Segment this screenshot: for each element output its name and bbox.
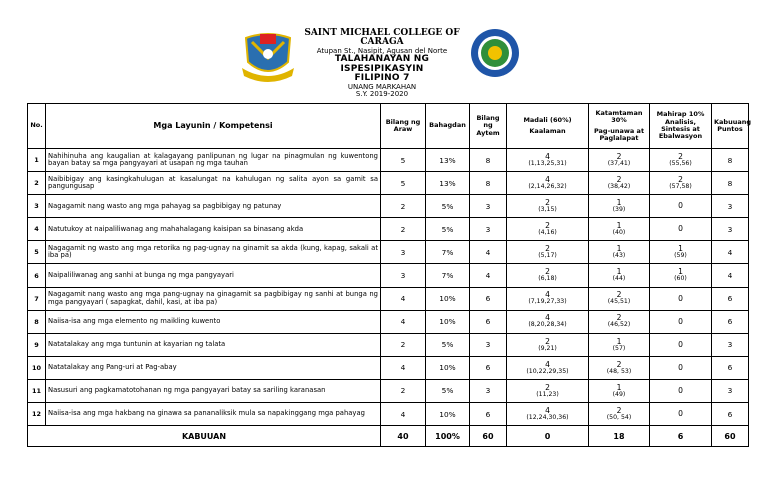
items-cell: 6 [470, 403, 507, 426]
totals-items: 60 [470, 426, 507, 447]
easy-cell-count: 2 [545, 198, 550, 207]
percent-cell: 7% [426, 264, 470, 287]
moderate-cell-items: (43) [612, 252, 626, 260]
moderate-cell-count: 1 [616, 267, 622, 277]
easy-cell-items: (11,23) [536, 390, 559, 398]
easy-cell [507, 264, 589, 287]
hard-cell [650, 287, 712, 310]
row-number: 11 [28, 379, 46, 402]
items-cell: 3 [470, 379, 507, 402]
easy-cell [507, 218, 589, 241]
objective-text: Nagagamit nang wasto ang mga pahayag sa pagbibigay ng patunay [46, 195, 381, 218]
moderate-cell [589, 264, 650, 287]
percent-cell: 7% [426, 241, 470, 264]
hard-cell-count: 0 [678, 386, 683, 395]
total-points-cell: 4 [712, 241, 749, 264]
table-row [28, 333, 749, 356]
total-points-cell: 6 [712, 310, 749, 333]
days-cell: 2 [381, 333, 426, 356]
table-row [28, 264, 749, 287]
objective-text: Naiisa-isa ang mga elemento ng maikling kuwento [46, 310, 381, 333]
days-cell: 5 [381, 172, 426, 195]
col-header-no: No. [28, 104, 46, 149]
school-address: Atupan St., Nasipit, Agusan del Norte [316, 46, 448, 55]
easy-cell-count: 4 [545, 290, 550, 300]
table-row [28, 172, 749, 195]
easy-cell-items: (3,15) [538, 205, 557, 213]
objective-text: Nagagamit nang wasto ang mga pang-ugnay na ginagamit sa pagbibigay ng sanhi at bunga ng mga pangyayari ( sapagkat, dahil, kasi, at iba pa) [46, 287, 381, 310]
days-cell: 5 [381, 149, 426, 172]
moderate-label: Katamtaman 30% [595, 108, 643, 125]
easy-cell-items: (10,22,29,35) [526, 367, 569, 375]
hard-cell [650, 218, 712, 241]
moderate-cell-items: (37,41) [607, 159, 631, 167]
easy-cell-items: (12,24,30,36) [526, 413, 569, 421]
moderate-cell-count: 2 [616, 174, 622, 184]
total-points-cell: 8 [712, 149, 749, 172]
moderate-cell [589, 403, 650, 426]
days-cell: 2 [381, 195, 426, 218]
moderate-cell [589, 310, 650, 333]
table-row [28, 218, 749, 241]
moderate-cell-items: (49) [612, 390, 626, 398]
hard-cell [650, 333, 712, 356]
objective-text: Nagagamit ng wasto ang mga retorika ng pag-ugnay na ginamit sa akda (kung, kapag, sakali at iba pa) [46, 241, 381, 264]
hard-cell [650, 195, 712, 218]
hard-cell-items: (57,58) [669, 182, 692, 190]
totals-moderate: 18 [589, 426, 650, 447]
days-cell: 2 [381, 379, 426, 402]
percent-cell: 13% [426, 149, 470, 172]
col-header-easy [507, 104, 589, 149]
hard-cell [650, 241, 712, 264]
days-cell: 4 [381, 310, 426, 333]
moderate-cell-count: 1 [616, 382, 622, 392]
easy-cell-count: 2 [545, 244, 550, 254]
document-header [0, 0, 768, 100]
hard-cell [650, 379, 712, 402]
moderate-cell-items: (38,42) [607, 182, 631, 190]
items-cell: 4 [470, 264, 507, 287]
percent-cell: 5% [426, 333, 470, 356]
moderate-cell-items: (40) [612, 229, 626, 237]
hard-cell-items: (60) [674, 275, 687, 283]
moderate-cell [589, 356, 650, 379]
moderate-sublabel: Pag-unawa at Paglalapat [593, 126, 645, 142]
easy-sublabel: Kaalaman [529, 126, 566, 135]
easy-cell [507, 149, 589, 172]
table-row [28, 310, 749, 333]
objective-text: Nahihinuha ang kaugalian at kalagayang panlipunan ng lugar na pinagmulan ng kuwentong bayan batay sa mga pangyayari at usapan ng mga tauhan [46, 149, 381, 172]
percent-cell: 10% [426, 287, 470, 310]
moderate-cell-count: 2 [616, 290, 622, 300]
easy-cell-count: 4 [545, 174, 550, 184]
percent-cell: 10% [426, 403, 470, 426]
document-title: TALAHANAYAN NG ISPESIPIKASYIN [334, 54, 430, 74]
school-name: SAINT MICHAEL COLLEGE OF CARAGA [304, 28, 460, 48]
items-cell: 8 [470, 172, 507, 195]
moderate-cell [589, 287, 650, 310]
moderate-cell [589, 379, 650, 402]
school-crest-icon [240, 28, 296, 82]
hard-cell-items: (55,56) [669, 159, 692, 167]
objective-text: Naipaliliwanag ang sanhi at bunga ng mga pangyayari [46, 264, 381, 287]
table-row [28, 241, 749, 264]
easy-cell [507, 310, 589, 333]
percent-cell: 10% [426, 310, 470, 333]
days-cell: 4 [381, 356, 426, 379]
items-cell: 6 [470, 356, 507, 379]
percent-cell: 5% [426, 218, 470, 241]
easy-cell-count: 4 [545, 359, 550, 369]
easy-cell [507, 241, 589, 264]
hard-cell-items: (59) [674, 252, 687, 260]
moderate-cell-items: (39) [612, 205, 626, 213]
totals-days: 40 [381, 426, 426, 447]
easy-cell-count: 2 [545, 336, 550, 346]
items-cell: 3 [470, 218, 507, 241]
totals-points: 60 [712, 426, 749, 447]
objective-text: Natatalakay ang mga tuntunin at kayarian ng talata [46, 333, 381, 356]
easy-cell-items: (2,14,26,32) [528, 182, 567, 190]
percent-cell: 10% [426, 356, 470, 379]
moderate-cell [589, 195, 650, 218]
term-label: UNANG MARKAHAN [347, 82, 417, 91]
easy-cell-count: 2 [545, 221, 550, 231]
easy-cell-items: (8,20,28,34) [528, 321, 567, 329]
moderate-cell-items: (46,52) [607, 321, 631, 329]
hard-cell [650, 403, 712, 426]
easy-cell-items: (1,13,25,31) [528, 159, 567, 167]
easy-cell-items: (6,18) [538, 275, 557, 283]
easy-cell [507, 172, 589, 195]
row-number: 3 [28, 195, 46, 218]
hard-cell-count: 0 [678, 224, 683, 234]
table-row [28, 195, 749, 218]
totals-label: KABUUAN [28, 426, 381, 447]
items-cell: 6 [470, 287, 507, 310]
total-points-cell: 3 [712, 195, 749, 218]
col-header-moderate [589, 104, 650, 149]
row-number: 12 [28, 403, 46, 426]
totals-easy: 0 [507, 426, 589, 447]
days-cell: 2 [381, 218, 426, 241]
row-number: 4 [28, 218, 46, 241]
total-points-cell: 4 [712, 264, 749, 287]
easy-cell-count: 2 [545, 267, 550, 277]
easy-cell-count: 4 [545, 313, 550, 323]
total-points-cell: 8 [712, 172, 749, 195]
total-points-cell: 6 [712, 403, 749, 426]
row-number: 1 [28, 149, 46, 172]
percent-cell: 5% [426, 379, 470, 402]
moderate-cell [589, 218, 650, 241]
row-number: 5 [28, 241, 46, 264]
moderate-cell-count: 2 [616, 151, 622, 161]
hard-cell-count: 2 [678, 151, 683, 161]
hard-cell [650, 310, 712, 333]
col-header-hard: Mahirap 10% Analisis, Sintesis at Ebalwasyon [650, 104, 712, 149]
row-number: 10 [28, 356, 46, 379]
row-number: 2 [28, 172, 46, 195]
easy-cell [507, 195, 589, 218]
table-row [28, 356, 749, 379]
hard-cell-count: 0 [678, 339, 683, 349]
moderate-cell-items: (48, 53) [606, 367, 632, 375]
objective-text: Naibibigay ang kasingkahulugan at kasalungat na kahulugan ng salita ayon sa gamit sa pangungusap [46, 172, 381, 195]
total-points-cell: 6 [712, 356, 749, 379]
round-seal-icon [470, 28, 520, 78]
hard-cell-count: 2 [678, 174, 683, 184]
moderate-cell-count: 2 [616, 359, 622, 369]
moderate-cell [589, 149, 650, 172]
hard-cell [650, 264, 712, 287]
easy-cell-count: 4 [545, 405, 550, 415]
moderate-cell [589, 333, 650, 356]
percent-cell: 13% [426, 172, 470, 195]
days-cell: 3 [381, 264, 426, 287]
row-number: 9 [28, 333, 46, 356]
days-cell: 3 [381, 241, 426, 264]
totals-row [28, 426, 749, 447]
row-number: 6 [28, 264, 46, 287]
moderate-cell-count: 1 [616, 198, 622, 207]
total-points-cell: 3 [712, 333, 749, 356]
moderate-cell-items: (45,51) [607, 298, 631, 306]
hard-cell [650, 149, 712, 172]
total-points-cell: 3 [712, 218, 749, 241]
days-cell: 4 [381, 403, 426, 426]
easy-cell [507, 356, 589, 379]
easy-cell [507, 379, 589, 402]
moderate-cell-count: 1 [616, 336, 622, 346]
hard-cell-count: 1 [678, 267, 683, 277]
hard-cell [650, 172, 712, 195]
col-header-objective: Mga Layunin / Kompetensi [46, 104, 381, 149]
moderate-cell [589, 172, 650, 195]
easy-cell-items: (7,19,27,33) [528, 298, 567, 306]
hard-cell-count: 1 [678, 244, 683, 254]
hard-cell [650, 356, 712, 379]
easy-cell-items: (4,16) [538, 229, 557, 237]
easy-cell [507, 403, 589, 426]
easy-cell [507, 287, 589, 310]
easy-cell-count: 2 [545, 382, 550, 392]
easy-label: Madali (60%) [523, 116, 572, 125]
hard-cell-count: 0 [678, 316, 683, 326]
moderate-cell-count: 1 [616, 244, 622, 254]
moderate-cell-items: (50, 54) [606, 413, 632, 421]
items-cell: 3 [470, 333, 507, 356]
items-cell: 4 [470, 241, 507, 264]
hard-cell-count: 0 [678, 409, 683, 419]
easy-cell-items: (5,17) [538, 252, 557, 260]
moderate-cell-count: 2 [616, 405, 622, 415]
specification-table [27, 103, 749, 447]
percent-cell: 5% [426, 195, 470, 218]
hard-cell-count: 0 [678, 201, 683, 211]
moderate-cell-count: 1 [616, 221, 622, 231]
objective-text: Naiisa-isa ang mga hakbang na ginawa sa pananaliksik mula sa napakinggang mga pahayag [46, 403, 381, 426]
table-row [28, 403, 749, 426]
hard-cell-count: 0 [678, 362, 683, 372]
subject-title: FILIPINO 7 [354, 73, 410, 84]
total-points-cell: 6 [712, 287, 749, 310]
totals-hard: 6 [650, 426, 712, 447]
easy-cell-count: 4 [545, 151, 550, 161]
table-row [28, 287, 749, 310]
col-header-days: Bilang ng Araw [381, 104, 426, 149]
moderate-cell-count: 2 [616, 313, 622, 323]
moderate-cell [589, 241, 650, 264]
col-header-items: Bilang ng Aytem [470, 104, 507, 149]
totals-percent: 100% [426, 426, 470, 447]
moderate-cell-items: (44) [612, 275, 626, 283]
table-row [28, 379, 749, 402]
moderate-cell-items: (57) [612, 344, 626, 352]
row-number: 7 [28, 287, 46, 310]
items-cell: 6 [470, 310, 507, 333]
hard-cell-count: 0 [678, 293, 683, 303]
easy-cell [507, 333, 589, 356]
items-cell: 3 [470, 195, 507, 218]
easy-cell-items: (9,21) [538, 344, 557, 352]
objective-text: Nasusuri ang pagkamatotohanan ng mga pangyayari batay sa sariling karanasan [46, 379, 381, 402]
table-row [28, 149, 749, 172]
objective-text: Natutukoy at naipaliliwanag ang mahahalagang kaisipan sa binasang akda [46, 218, 381, 241]
table-header-row [28, 104, 749, 149]
items-cell: 8 [470, 149, 507, 172]
col-header-percent: Bahagdan [426, 104, 470, 149]
row-number: 8 [28, 310, 46, 333]
objective-text: Natatalakay ang Pang-uri at Pag-abay [46, 356, 381, 379]
total-points-cell: 3 [712, 379, 749, 402]
col-header-total: Kabuuang Puntos [712, 104, 749, 149]
days-cell: 4 [381, 287, 426, 310]
school-year: S.Y. 2019-2020 [355, 89, 409, 98]
